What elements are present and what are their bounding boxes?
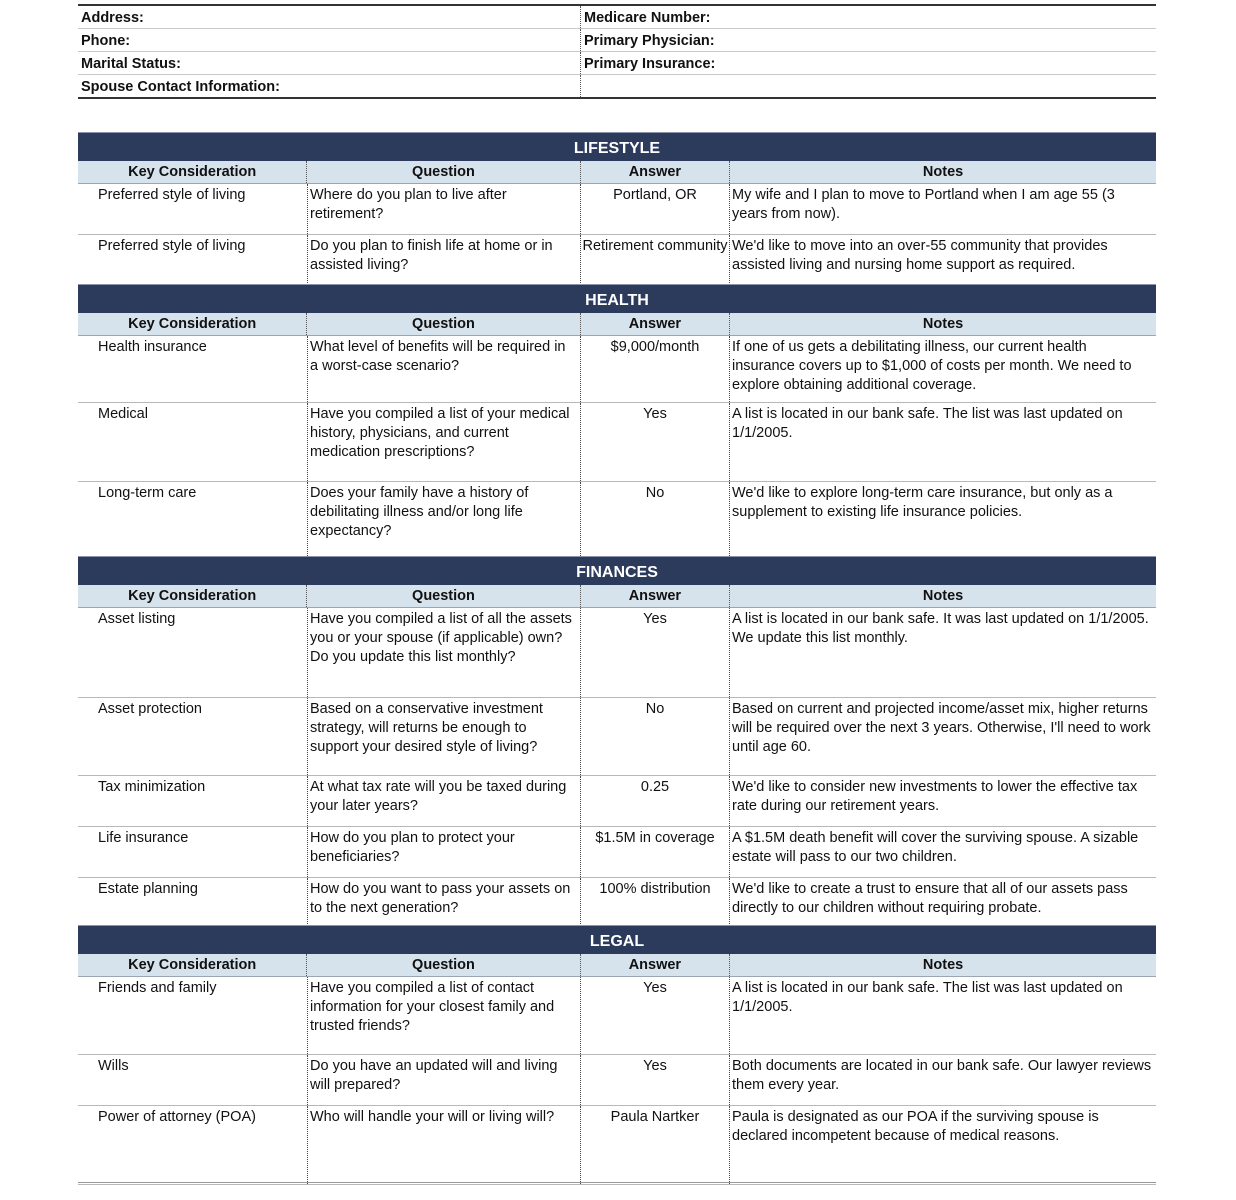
question-header: Question — [306, 313, 579, 335]
table-row — [78, 698, 1156, 776]
section-title: LEGAL — [78, 925, 1156, 954]
notes-cell: A list is located in our bank safe. The list was last updated on 1/1/2005. — [729, 977, 1156, 1054]
key-consideration-header: Key Consideration — [128, 316, 257, 332]
answer-header: Answer — [580, 313, 730, 335]
answer-header: Answer — [580, 161, 730, 183]
table-row — [78, 977, 1156, 1055]
medicare-number-label: Medicare Number: — [580, 6, 1154, 28]
question-cell: Who will handle your will or living will? — [307, 1106, 580, 1184]
info-row — [78, 6, 1156, 29]
notes-header: Notes — [729, 585, 1156, 607]
question-cell: Does your family have a history of debilitating illness and/or long life expectancy? — [307, 482, 580, 558]
notes-cell: We'd like to create a trust to ensure that all of our assets pass directly to our children without requiring probate. — [729, 878, 1156, 928]
question-cell: How do you plan to protect your beneficiaries? — [307, 827, 580, 877]
section-health — [78, 284, 1156, 559]
answer-cell: Yes — [580, 1055, 729, 1105]
table-row — [78, 336, 1156, 403]
marital-status-label: Marital Status: — [81, 56, 181, 72]
question-cell: Where do you plan to live after retirement? — [307, 184, 580, 234]
notes-cell: A list is located in our bank safe. It was last updated on 1/1/2005. We update this list monthly. — [729, 608, 1156, 697]
key-consideration-cell: Life insurance — [98, 830, 189, 846]
notes-cell: Both documents are located in our bank safe. Our lawyer reviews them every year. — [729, 1055, 1156, 1105]
table-row — [78, 827, 1156, 878]
table-row — [78, 1106, 1156, 1185]
notes-cell: A $1.5M death benefit will cover the surviving spouse. A sizable estate will pass to our two children. — [729, 827, 1156, 877]
answer-cell: No — [580, 482, 729, 558]
spouse-contact-label: Spouse Contact Information: — [81, 79, 280, 95]
key-consideration-cell: Asset protection — [98, 701, 202, 717]
question-cell: Do you have an updated will and living will prepared? — [307, 1055, 580, 1105]
answer-header: Answer — [580, 954, 730, 976]
notes-cell: If one of us gets a debilitating illness, our current health insurance covers up to $1,000 of costs per month. We need to explore obtaining additional coverage. — [729, 336, 1156, 402]
phone-label: Phone: — [81, 33, 131, 49]
answer-cell: Retirement community — [580, 235, 729, 285]
question-header: Question — [306, 954, 579, 976]
section-lifestyle — [78, 132, 1156, 286]
key-consideration-cell: Health insurance — [98, 339, 207, 355]
answer-cell: $1.5M in coverage — [580, 827, 729, 877]
key-consideration-cell: Medical — [98, 406, 148, 422]
answer-cell: Yes — [580, 977, 729, 1054]
notes-header: Notes — [729, 954, 1156, 976]
section-legal — [78, 925, 1156, 1185]
notes-header: Notes — [729, 313, 1156, 335]
table-row — [78, 776, 1156, 827]
key-consideration-cell: Asset listing — [98, 611, 176, 627]
answer-cell: 0.25 — [580, 776, 729, 826]
question-cell: At what tax rate will you be taxed during your later years? — [307, 776, 580, 826]
table-row — [78, 1055, 1156, 1106]
question-header: Question — [306, 585, 579, 607]
notes-cell: We'd like to consider new investments to lower the effective tax rate during our retirement years. — [729, 776, 1156, 826]
answer-cell: Paula Nartker — [580, 1106, 729, 1184]
question-cell: Have you compiled a list of your medical history, physicians, and current medication prescriptions? — [307, 403, 580, 481]
section-title: LIFESTYLE — [78, 132, 1156, 161]
spouse-contact-value — [580, 75, 1154, 97]
key-consideration-cell: Friends and family — [98, 980, 217, 996]
table-row — [78, 235, 1156, 286]
question-cell: What level of benefits will be required in a worst-case scenario? — [307, 336, 580, 402]
question-cell: Based on a conservative investment strategy, will returns be enough to support your desired style of living? — [307, 698, 580, 775]
address-label: Address: — [81, 10, 144, 26]
key-consideration-cell: Wills — [98, 1058, 129, 1074]
question-cell: Have you compiled a list of contact information for your closest family and trusted friends? — [307, 977, 580, 1054]
question-cell: Have you compiled a list of all the assets you or your spouse (if applicable) own? Do you update this list monthly? — [307, 608, 580, 697]
primary-physician-label: Primary Physician: — [580, 29, 1154, 51]
answer-cell: Portland, OR — [580, 184, 729, 234]
answer-cell: Yes — [580, 608, 729, 697]
key-consideration-cell: Power of attorney (POA) — [98, 1109, 256, 1125]
answer-cell: $9,000/month — [580, 336, 729, 402]
column-header-row — [78, 585, 1156, 608]
column-header-row — [78, 954, 1156, 977]
info-row — [78, 52, 1156, 75]
notes-cell: We'd like to explore long-term care insurance, but only as a supplement to existing life insurance policies. — [729, 482, 1156, 558]
info-row — [78, 29, 1156, 52]
notes-cell: A list is located in our bank safe. The list was last updated on 1/1/2005. — [729, 403, 1156, 481]
notes-cell: Paula is designated as our POA if the surviving spouse is declared incompetent because of medical reasons. — [729, 1106, 1156, 1184]
answer-header: Answer — [580, 585, 730, 607]
answer-cell: 100% distribution — [580, 878, 729, 928]
question-cell: Do you plan to finish life at home or in assisted living? — [307, 235, 580, 285]
section-title: HEALTH — [78, 284, 1156, 313]
question-header: Question — [306, 161, 579, 183]
notes-header: Notes — [729, 161, 1156, 183]
table-row — [78, 184, 1156, 235]
answer-cell: Yes — [580, 403, 729, 481]
key-consideration-header: Key Consideration — [128, 164, 257, 180]
notes-cell: We'd like to move into an over-55 community that provides assisted living and nursing home support as required. — [729, 235, 1156, 285]
primary-insurance-label: Primary Insurance: — [580, 52, 1154, 74]
question-cell: How do you want to pass your assets on to the next generation? — [307, 878, 580, 928]
column-header-row — [78, 313, 1156, 336]
key-consideration-cell: Long-term care — [98, 485, 197, 501]
notes-cell: Based on current and projected income/asset mix, higher returns will be required over the next 3 years. Otherwise, I'll need to work until age 60. — [729, 698, 1156, 775]
table-row — [78, 608, 1156, 698]
section-finances — [78, 556, 1156, 929]
table-row — [78, 878, 1156, 929]
page-bottom-rule — [78, 1182, 1156, 1183]
table-row — [78, 403, 1156, 482]
key-consideration-header: Key Consideration — [128, 588, 257, 604]
key-consideration-cell: Preferred style of living — [98, 238, 246, 254]
key-consideration-header: Key Consideration — [128, 957, 257, 973]
answer-cell: No — [580, 698, 729, 775]
info-row — [78, 75, 1156, 97]
section-title: FINANCES — [78, 556, 1156, 585]
info-bottom-rule — [78, 97, 1156, 99]
table-row — [78, 482, 1156, 559]
notes-cell: My wife and I plan to move to Portland when I am age 55 (3 years from now). — [729, 184, 1156, 234]
key-consideration-cell: Tax minimization — [98, 779, 206, 795]
key-consideration-cell: Estate planning — [98, 881, 198, 897]
key-consideration-cell: Preferred style of living — [98, 187, 246, 203]
column-header-row — [78, 161, 1156, 184]
contact-info-block — [78, 4, 1156, 99]
